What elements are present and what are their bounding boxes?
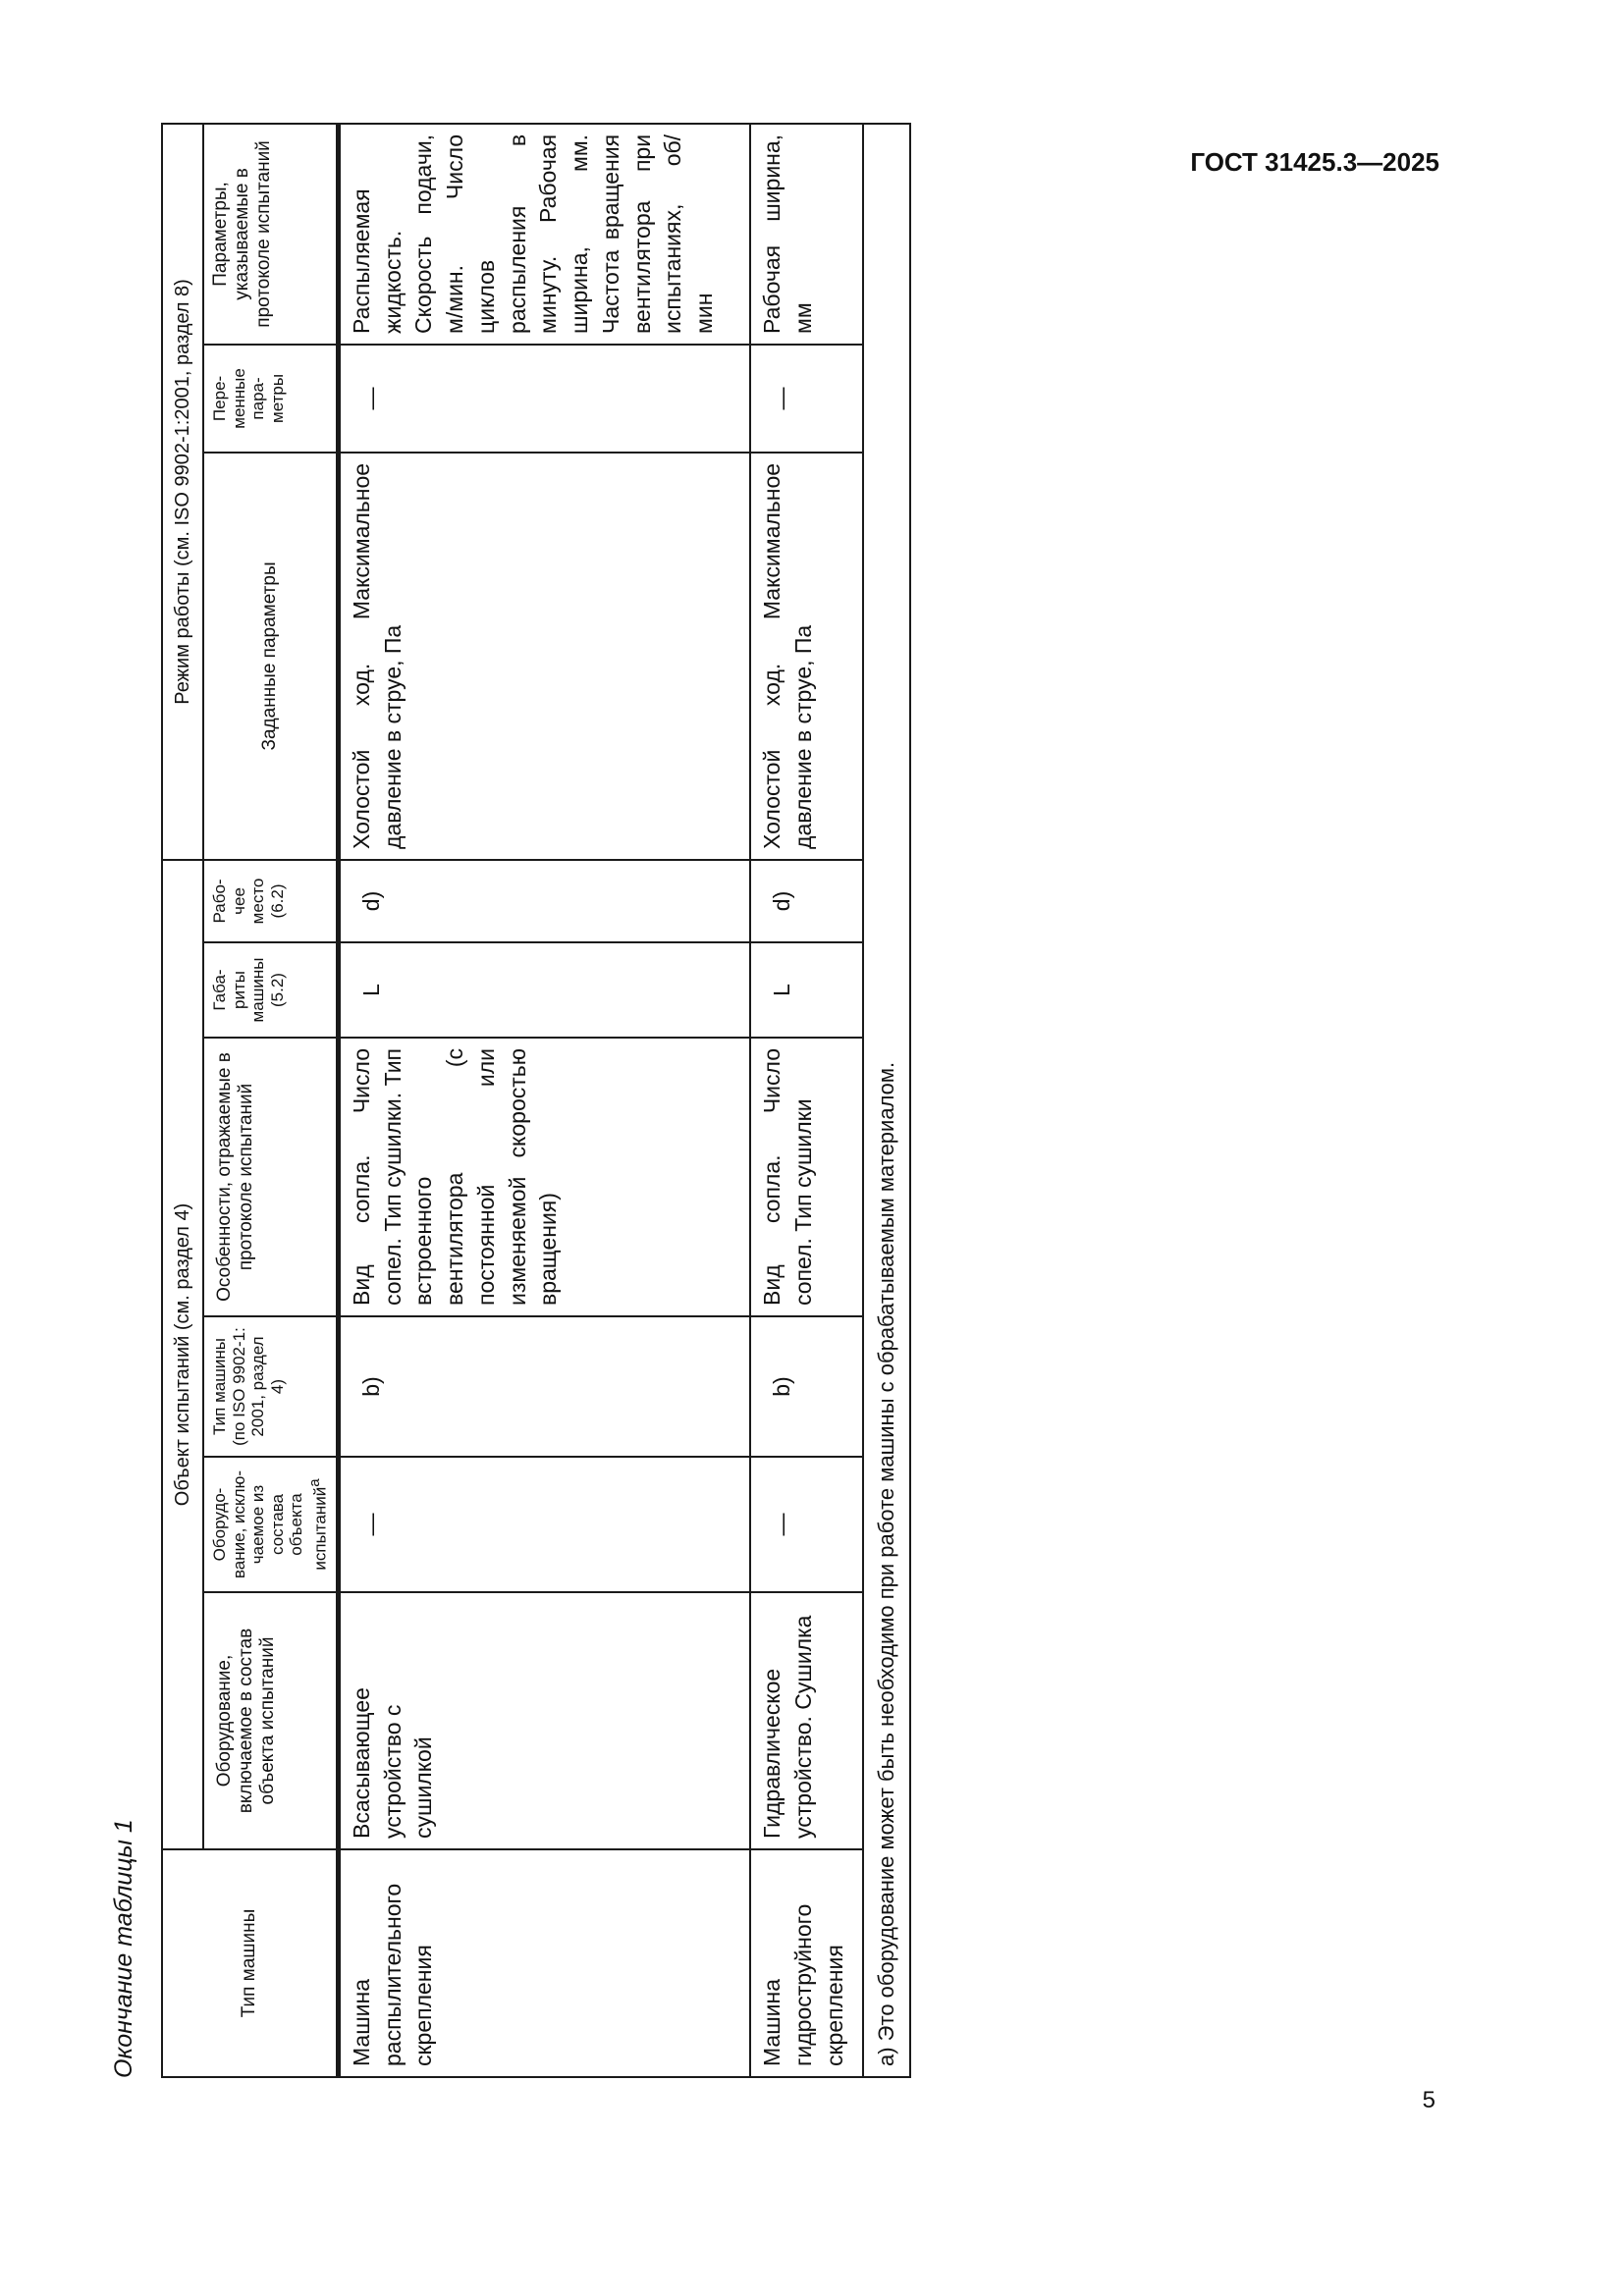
page-number: 5 [1422,2087,1435,2113]
cell-machine-type: Машина гидроструйного скрепления [750,1849,863,2077]
cell-dimensions: L [750,942,863,1038]
header-group-mode: Режим работы (см. ISO 9902-1:2001, раздел 8) [162,124,203,860]
cell-excluded: — [750,1457,863,1592]
cell-variable-params: — [338,345,750,453]
header-dimensions: Габа-риты машины (5.2) [203,942,338,1038]
cell-features: Вид сопла. Число сопел. Тип сушилки. Тип встроенного вентилятора (с постоянной или изменяемой скоростью вращения) [338,1038,750,1316]
cell-workplace: d) [750,860,863,942]
table-row [338,124,750,2077]
header-features: Особенности, отражаемые в протоколе испытаний [203,1038,338,1316]
rotated-table-block [110,0,999,2078]
header-excluded-equipment: Оборудо-вание, исклю-чаемое из состава объекта испытанийa [203,1457,338,1592]
cell-report-params: Распыляемая жидкость. Скорость подачи, м/мин. Число циклов распыления в минуту. Рабочая ширина, мм. Частота вращения вентилятора при испытаниях, об/мин [338,124,750,345]
cell-machine-type: Машина распылительного скрепления [338,1849,750,2077]
table-footnote: а) Это оборудование может быть необходимо при работе машины с обрабатываемым материалом. [863,124,910,2077]
header-workplace: Рабо-чее место (6.2) [203,860,338,942]
header-included-equipment: Оборудование, включаемое в состав объекта испытаний [203,1592,338,1849]
header-report-params: Параметры, указываемые в протоколе испытаний [203,124,338,345]
table-row [750,124,863,2077]
cell-excluded: — [338,1457,750,1592]
header-machine-type: Тип машины [162,1849,338,2077]
cell-type-iso: b) [750,1316,863,1457]
header-set-params: Заданные параметры [203,453,338,860]
cell-type-iso: b) [338,1316,750,1457]
cell-variable-params: — [750,345,863,453]
footnote-row [863,124,910,2077]
header-group-object: Объект испытаний (см. раздел 4) [162,860,203,1849]
cell-included: Всасывающее устройство с сушилкой [338,1592,750,1849]
table-caption: Окончание таблицы 1 [110,1819,137,2078]
cell-set-params: Холостой ход. Максимальное давление в струе, Па [750,453,863,860]
header-variable-params: Пере-менные пара-метры [203,345,338,453]
cell-dimensions: L [338,942,750,1038]
group-header-row [162,124,203,2077]
cell-set-params: Холостой ход. Максимальное давление в струе, Па [338,453,750,860]
column-header-row [203,124,338,2077]
header-type-iso: Тип машины (по ISO 9902-1: 2001, раздел 4) [203,1316,338,1457]
cell-included: Гидравлическое устройство. Сушилка [750,1592,863,1849]
cell-features: Вид сопла. Число сопел. Тип сушилки [750,1038,863,1316]
cell-workplace: d) [338,860,750,942]
document-number: ГОСТ 31425.3—2025 [1190,147,1439,177]
cell-report-params: Рабочая ширина, мм [750,124,863,345]
table-1-continuation [161,123,911,2078]
